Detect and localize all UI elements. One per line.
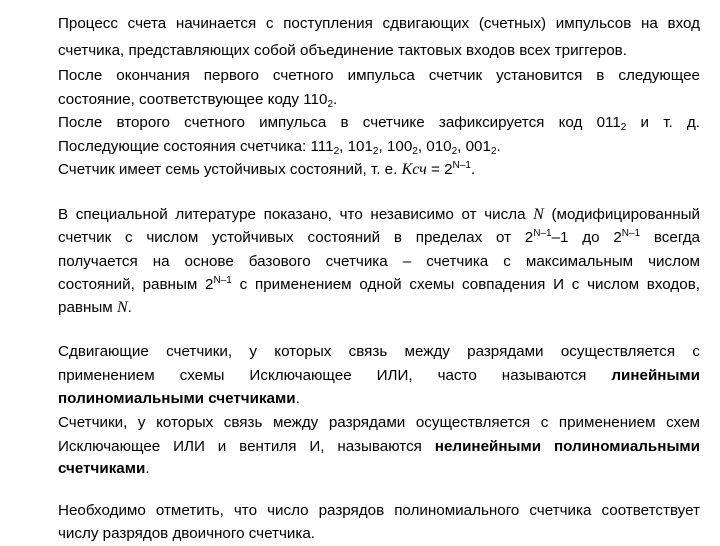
text-run: получается на основе базового счетчика – счетчика с максимальным числом — [58, 253, 700, 270]
bold-term: нелинейными полиномиальными — [434, 438, 700, 455]
subscript: 2 — [620, 122, 627, 133]
subscript: 2 — [451, 146, 458, 157]
text-run: равным — [58, 299, 117, 316]
text-run: Последующие состояния счетчика: 111 — [58, 138, 334, 155]
paragraph-1-line-4 — [58, 88, 700, 112]
text-run: Сдвигающие счетчики, у которых связь между разрядами осуществляется с — [58, 343, 700, 360]
subscript: 2 — [327, 99, 334, 110]
text-run: В специальной литературе показано, что независимо от числа — [58, 206, 534, 223]
bold-term: линейными — [611, 367, 700, 384]
paragraph-3-line-1 — [58, 340, 700, 364]
text-run: состояние, соответствующее коду 110 — [58, 91, 328, 108]
superscript: N–1 — [452, 160, 471, 171]
text-run: и т. д. — [626, 114, 700, 131]
text-run: , 100 — [378, 138, 413, 155]
paragraph-1-line-5 — [58, 111, 700, 135]
text-run: . — [333, 91, 338, 108]
text-run: применением схемы Исключающее ИЛИ, часто называются — [58, 367, 612, 384]
subscript: 2 — [490, 146, 497, 157]
paragraph-3-line-5 — [58, 435, 700, 459]
text-run: (модифицированный — [543, 206, 700, 223]
text-run: . — [295, 390, 300, 407]
paragraph-1-line-3 — [58, 64, 700, 88]
paragraph-1-line-1 — [58, 12, 700, 36]
text-run: , 010 — [417, 138, 452, 155]
paragraph-2-line-4 — [58, 273, 700, 297]
paragraph-2-line-1 — [58, 203, 700, 227]
paragraph-3-line-3 — [58, 387, 700, 411]
paragraph-2-line-3 — [58, 250, 700, 274]
superscript: N–1 — [533, 228, 552, 239]
text-run: Процесс счета начинается с поступления сдвигающих (счетных) импульсов на вход — [58, 15, 700, 32]
formula-variable: N — [533, 206, 544, 223]
paragraph-4-line-2 — [58, 522, 700, 546]
paragraph-3-line-6 — [58, 457, 700, 481]
text-run: Счетчик имеет семь устойчивых состояний, т. е. — [58, 161, 402, 178]
bold-term: счетчиками — [58, 460, 146, 477]
text-run: , 001 — [457, 138, 491, 155]
text-run: счетчик с числом устойчивых состояний в пределах от 2 — [58, 229, 534, 246]
text-run: После окончания первого счетного импульса счетчик установится в следующее — [58, 67, 700, 84]
text-run: После второго счетного импульса в счетчике зафиксируется код 011 — [58, 114, 621, 131]
subscript: 2 — [412, 146, 418, 157]
paragraph-4-line-1 — [58, 499, 700, 523]
paragraph-2-line-5 — [58, 296, 700, 320]
text-run: . — [145, 460, 150, 477]
text-run: –1 до 2 — [551, 229, 622, 246]
paragraph-2-line-2 — [58, 226, 700, 250]
paragraph-1-line-6 — [58, 135, 700, 159]
text-run: = 2 — [426, 161, 453, 178]
subscript: 2 — [372, 146, 379, 157]
paragraph-3-line-2 — [58, 364, 700, 388]
paragraph-1-line-7 — [58, 158, 700, 182]
paragraph-1-line-2 — [58, 39, 700, 63]
formula-variable: N — [116, 299, 128, 316]
subscript: 2 — [333, 146, 340, 157]
text-run: . — [470, 161, 476, 178]
text-run: всегда — [640, 229, 701, 246]
formula-variable: Kсч — [401, 161, 427, 178]
text-run: с применением одной схемы совпадения И с числом входов, — [231, 276, 700, 293]
paragraph-3-line-4 — [58, 411, 700, 435]
text-run: , 101 — [339, 138, 373, 155]
text-run: Необходимо отметить, что число разрядов полиномиального счетчика соответствует — [58, 502, 700, 519]
text-run: Исключающее ИЛИ и вентиля И, называются — [58, 438, 435, 455]
superscript: N–1 — [213, 275, 232, 286]
text-run: Счетчики, у которых связь между разрядами осуществляется с применением схем — [58, 414, 700, 431]
text-run: счетчика, представляющих собой объединение тактовых входов всех триггеров. — [58, 42, 627, 59]
text-run: . — [127, 299, 132, 316]
superscript: N–1 — [621, 228, 641, 239]
bold-term: полиномиальными счетчиками — [58, 390, 296, 407]
text-run: состояний, равным 2 — [58, 276, 214, 293]
text-run: . — [496, 138, 501, 155]
text-run: числу разрядов двоичного счетчика. — [58, 525, 316, 542]
